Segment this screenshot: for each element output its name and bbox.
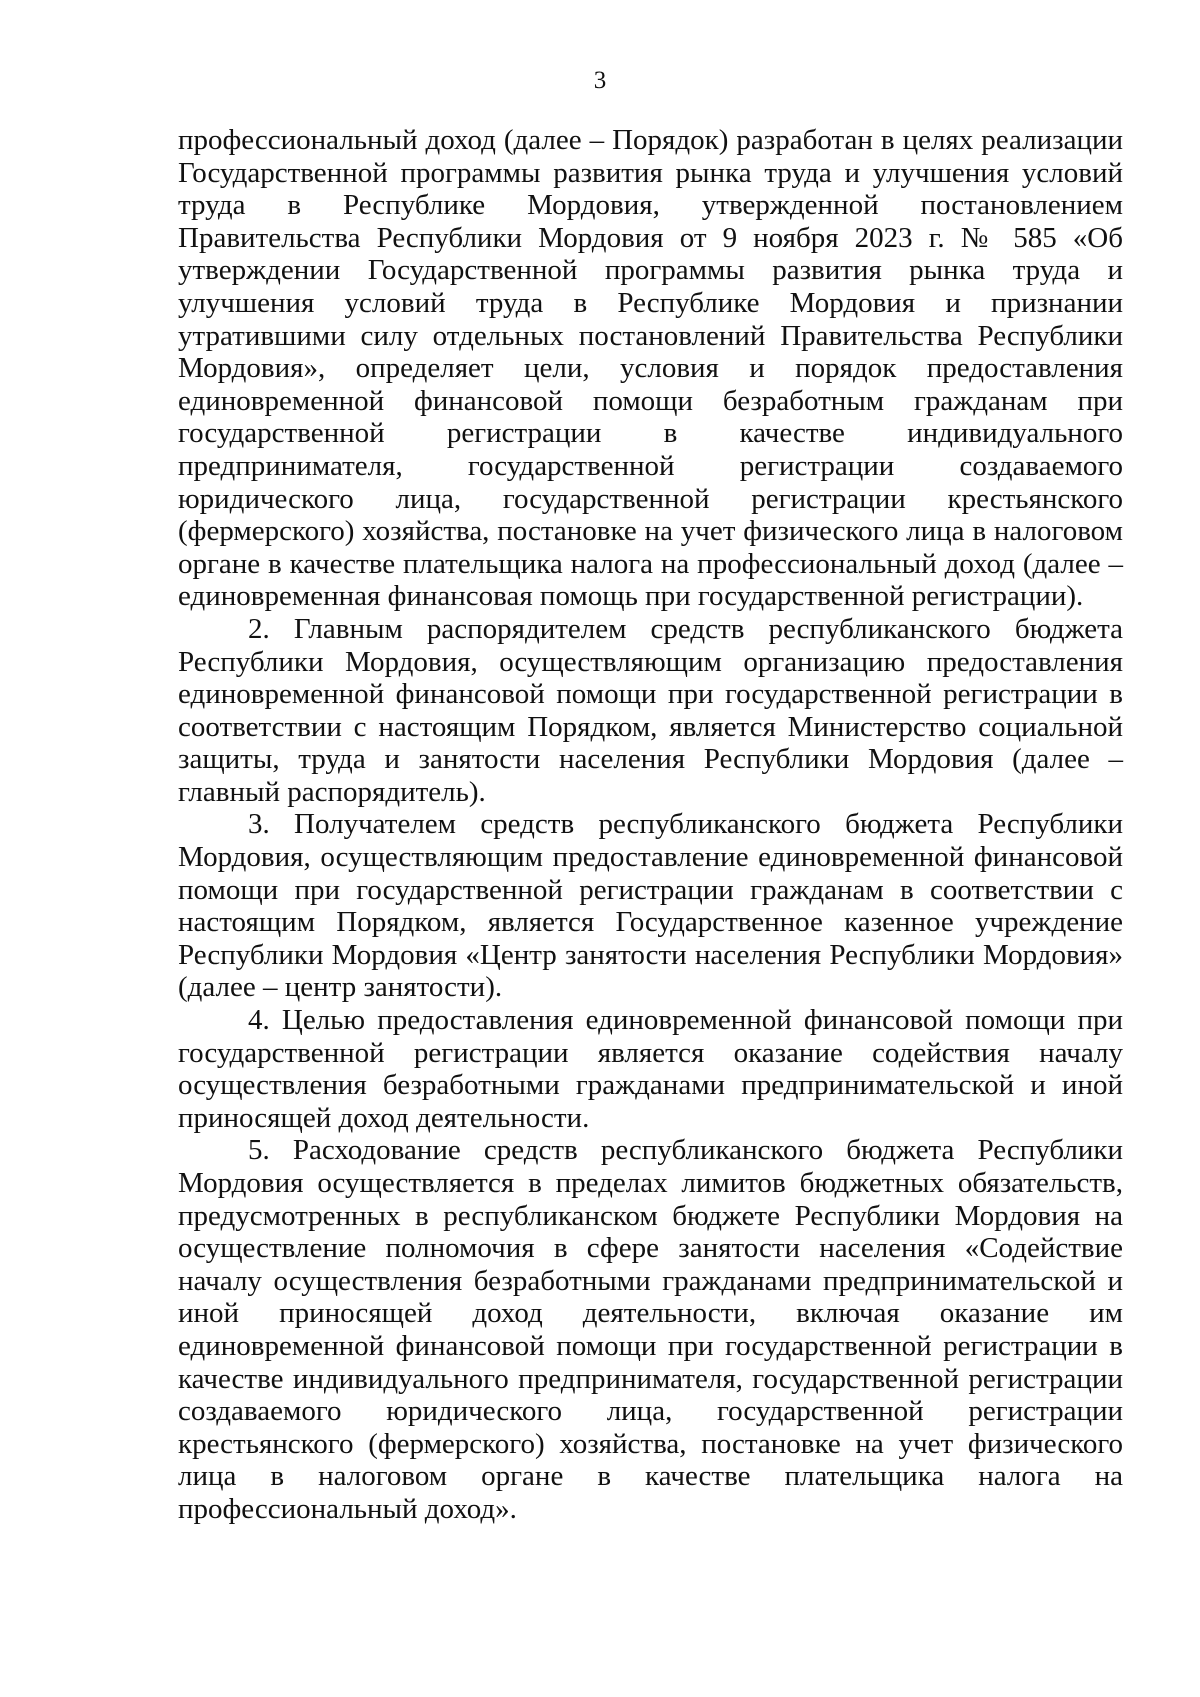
- paragraph-item-5: 5. Расходование средств республиканского бюджета Республики Мордовия осуществляется в пределах лимитов бюджетных обязательств, предусмотренных в республиканском бюджете Республики Мордовия на осуществление полномочия в сфере занятости населения «Содействие началу осуществления безработными гражданами предпринимательской и иной приносящей доход деятельности, включая оказание им единовременной финансовой помощи при государственной регистрации в качестве индивидуального предпринимателя, государственной регистрации создаваемого юридического лица, государственной регистрации крестьянского (фермерского) хозяйства, постановке на учет физического лица в налоговом органе в качестве плательщика налога на профессиональный доход».: [178, 1134, 1123, 1525]
- paragraph-item-4: 4. Целью предоставления единовременной финансовой помощи при государственной регистрации является оказание содействия началу осуществления безработными гражданами предпринимательской и иной приносящей доход деятельности.: [178, 1004, 1123, 1134]
- paragraph-continuation: профессиональный доход (далее – Порядок) разработан в целях реализации Государственной программы развития рынка труда и улучшения условий труда в Республике Мордовия, утвержденной постановлением Правительства Республики Мордовия от 9 ноября 2023 г. № 585 «Об утверждении Государственной программы развития рынка труда и улучшения условий труда в Республике Мордовия и признании утратившими силу отдельных постановлений Правительства Республики Мордовия», определяет цели, условия и порядок предоставления единовременной финансовой помощи безработным гражданам при государственной регистрации в качестве индивидуального предпринимателя, государственной регистрации создаваемого юридического лица, государственной регистрации крестьянского (фермерского) хозяйства, постановке на учет физического лица в налоговом органе в качестве плательщика налога на профессиональный доход (далее – единовременная финансовая помощь при государственной регистрации).: [178, 124, 1123, 613]
- page-number: 3: [593, 67, 607, 94]
- document-body: [178, 124, 1123, 1526]
- paragraph-item-3: 3. Получателем средств республиканского бюджета Республики Мордовия, осуществляющим предоставление единовременной финансовой помощи при государственной регистрации гражданам в соответствии с настоящим Порядком, является Государственное казенное учреждение Республики Мордовия «Центр занятости населения Республики Мордовия» (далее – центр занятости).: [178, 808, 1123, 1004]
- paragraph-item-2: 2. Главным распорядителем средств республиканского бюджета Республики Мордовия, осуществляющим организацию предоставления единовременной финансовой помощи при государственной регистрации в соответствии с настоящим Порядком, является Министерство социальной защиты, труда и занятости населения Республики Мордовия (далее – главный распорядитель).: [178, 612, 1123, 808]
